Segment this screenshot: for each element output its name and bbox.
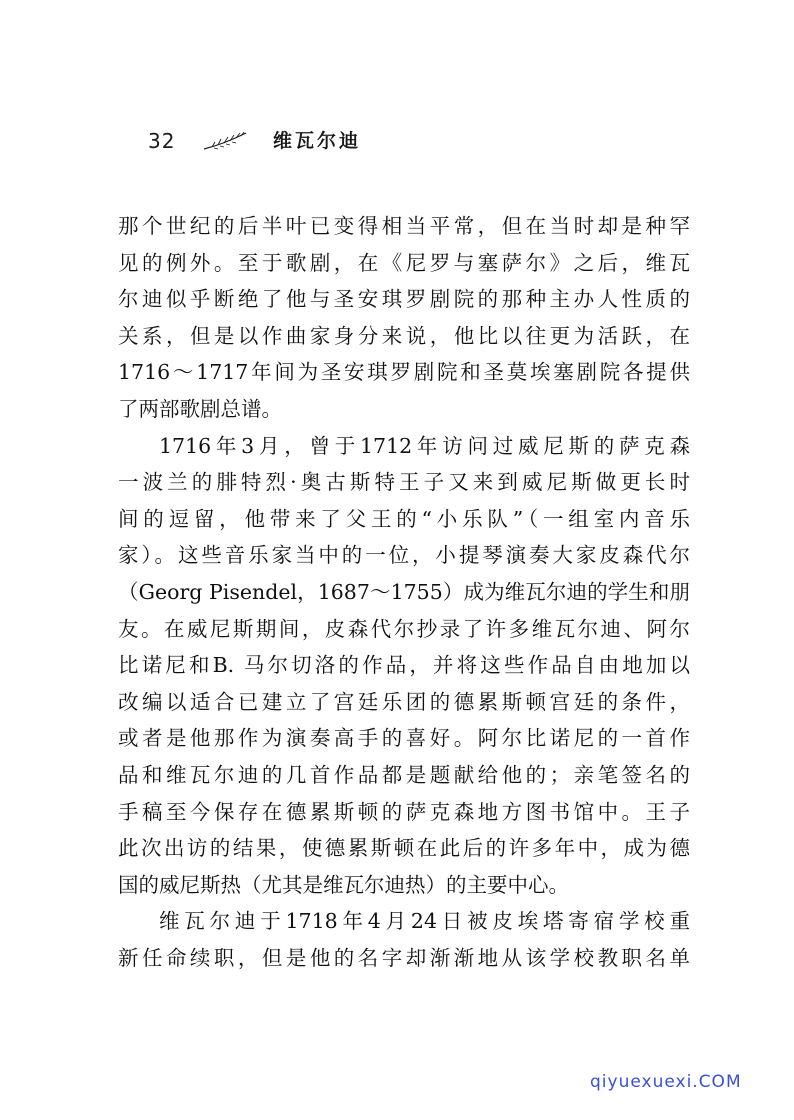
text-line: 尔迪似乎断绝了他与圣安琪罗剧院的那种主办人性质的: [118, 287, 690, 312]
text-line: 关系，但是以作曲家身分来说，他比以往更为活跃，在: [118, 323, 690, 348]
text-line: 手稿至今保存在德累斯顿的萨克森地方图书馆中。王子: [118, 799, 690, 824]
text-line: 间的逗留，他带来了父王的“小乐队”（一组室内音乐: [118, 506, 690, 531]
text-line: 比诺尼和B. 马尔切洛的作品，并将这些作品自由地加以: [118, 653, 690, 678]
text-line: 或者是他那作为演奏高手的喜好。阿尔比诺尼的一首作: [118, 726, 690, 751]
text-line: 友。在威尼斯期间，皮森代尔抄录了许多维瓦尔迪、阿尔: [118, 616, 690, 641]
text-line: 家）。这些音乐家当中的一位，小提琴演奏大家皮森代尔: [118, 543, 690, 568]
text-line: 新任命续职，但是他的名字却渐渐地从该学校教职名单: [118, 945, 690, 970]
text-line: 一波兰的腓特烈·奥古斯特王子又来到威尼斯做更长时: [118, 470, 690, 495]
text-line: （Georg Pisendel，1687～1755）成为维瓦尔迪的学生和朋: [118, 579, 690, 604]
page-number: 32: [148, 129, 176, 153]
text-line: 国的威尼斯热（尤其是维瓦尔迪热）的主要中心。: [118, 872, 569, 897]
feather-ornament-icon: [202, 130, 248, 152]
text-line: 改编以适合已建立了宫廷乐团的德累斯顿宫廷的条件，: [118, 689, 690, 714]
watermark: qiyuexuexi.COM: [590, 1072, 742, 1092]
body-text: [118, 208, 690, 976]
text-line: 维瓦尔迪于1718年4月24日被皮埃塔寄宿学校重: [159, 909, 690, 934]
text-line: 1716年3月，曾于1712年访问过威尼斯的萨克森: [159, 433, 690, 458]
text-line: 那个世纪的后半叶已变得相当平常，但在当时却是种罕: [118, 214, 690, 238]
text-line: 此次出访的结果，使德累斯顿在此后的许多年中，成为德: [118, 836, 690, 861]
text-line: 了两部歌剧总谱。: [118, 396, 282, 421]
text-line: 见的例外。至于歌剧，在《尼罗与塞萨尔》之后，维瓦: [118, 250, 690, 275]
page-header: [148, 126, 708, 160]
text-line: 品和维瓦尔迪的几首作品都是题献给他的；亲笔签名的: [118, 762, 690, 787]
text-line: 1716～1717年间为圣安琪罗剧院和圣莫埃塞剧院各提供: [118, 360, 690, 385]
running-title: 维瓦尔迪: [273, 130, 362, 152]
